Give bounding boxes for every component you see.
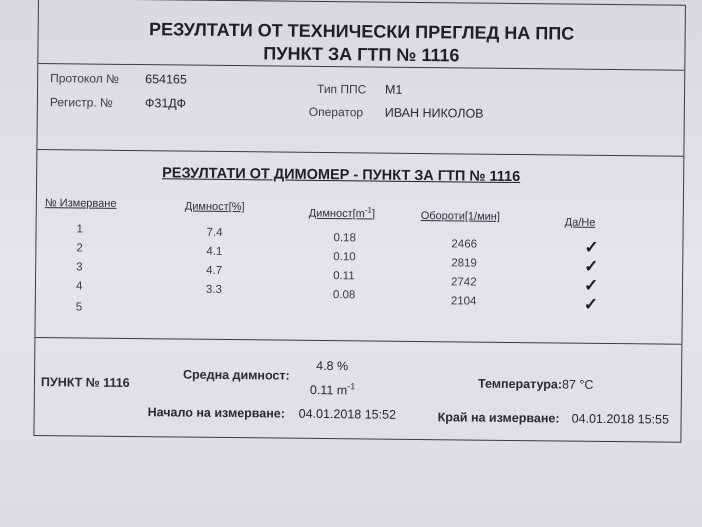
end-time-label: Край на измерване: [437, 410, 560, 426]
row-2-number: 2 [76, 242, 83, 255]
divider [35, 337, 681, 345]
row-4-rpm: 2104 [450, 295, 477, 308]
row-1-opacity-m: 0.18 [333, 232, 356, 245]
divider [37, 149, 683, 157]
row-5-number: 5 [75, 301, 83, 314]
avg-opacity-m-base: 0.11 m [309, 383, 348, 398]
page-title-line2: ПУНКТ ЗА ГТП № 1116 [263, 43, 460, 66]
col-header-measurement: № Измерване [44, 197, 117, 210]
col-header-opacity-m [309, 205, 375, 220]
vehicle-type-value: М1 [384, 82, 403, 97]
row-3-opacity-m: 0.11 [333, 270, 355, 283]
row-4-opacity-pct: 3.3 [205, 283, 223, 296]
row-4-number: 4 [75, 280, 83, 293]
vehicle-type-label: Тип ППС [316, 81, 367, 97]
operator-value: ИВАН НИКОЛОВ [384, 105, 484, 121]
row-3-check-icon: ✓ [583, 275, 599, 295]
row-3-number: 3 [76, 261, 83, 274]
registration-label: Регистр. № [49, 95, 113, 110]
row-4-opacity-m: 0.08 [332, 289, 356, 302]
point-label: ПУНКТ № 1116 [40, 375, 130, 390]
inspection-form [33, 0, 686, 443]
row-2-rpm: 2819 [451, 257, 477, 270]
avg-opacity-m [310, 381, 355, 398]
temperature-label: Температура: [477, 376, 563, 392]
temperature-value: 87 °C [561, 377, 594, 392]
row-1-number: 1 [76, 223, 84, 236]
row-1-opacity-pct: 7.4 [206, 226, 223, 239]
col-header-opacity-pct: Димност[%] [184, 200, 245, 214]
col-header-rpm: Обороти[1/мин] [420, 210, 501, 223]
col-header-opacity-m-exp: -1 [364, 205, 373, 215]
row-4-check-icon: ✓ [583, 294, 599, 314]
row-1-check-icon: ✓ [584, 237, 599, 257]
row-2-opacity-m: 0.10 [333, 251, 356, 264]
end-time-value: 04.01.2018 15:55 [571, 411, 670, 427]
col-header-opacity-m-close: ] [371, 208, 376, 221]
row-2-check-icon: ✓ [584, 256, 599, 276]
operator-label: Оператор [308, 104, 364, 120]
start-time-value: 04.01.2018 15:52 [298, 406, 397, 422]
protocol-value: 654165 [145, 72, 187, 87]
avg-opacity-m-exp: -1 [347, 381, 356, 392]
col-header-yes-no: Да/Не [564, 216, 596, 229]
row-1-rpm: 2466 [451, 238, 478, 251]
start-time-label: Начало на измерване: [147, 405, 286, 421]
avg-opacity-label: Средна димност: [182, 367, 290, 383]
col-header-opacity-m-base: Димност[m [308, 207, 365, 221]
avg-opacity-pct: 4.8 % [316, 358, 349, 374]
results-title: РЕЗУЛТАТИ ОТ ДИМОМЕР - ПУНКТ ЗА ГТП № 1116 [162, 165, 521, 186]
page-title-line1: РЕЗУЛТАТИ ОТ ТЕХНИЧЕСКИ ПРЕГЛЕД НА ППС [148, 19, 575, 44]
row-3-rpm: 2742 [450, 276, 477, 289]
row-3-opacity-pct: 4.7 [206, 264, 223, 277]
registration-value: Ф31ДФ [144, 96, 187, 111]
row-2-opacity-pct: 4.1 [206, 245, 223, 258]
protocol-label: Протокол № [50, 71, 119, 86]
